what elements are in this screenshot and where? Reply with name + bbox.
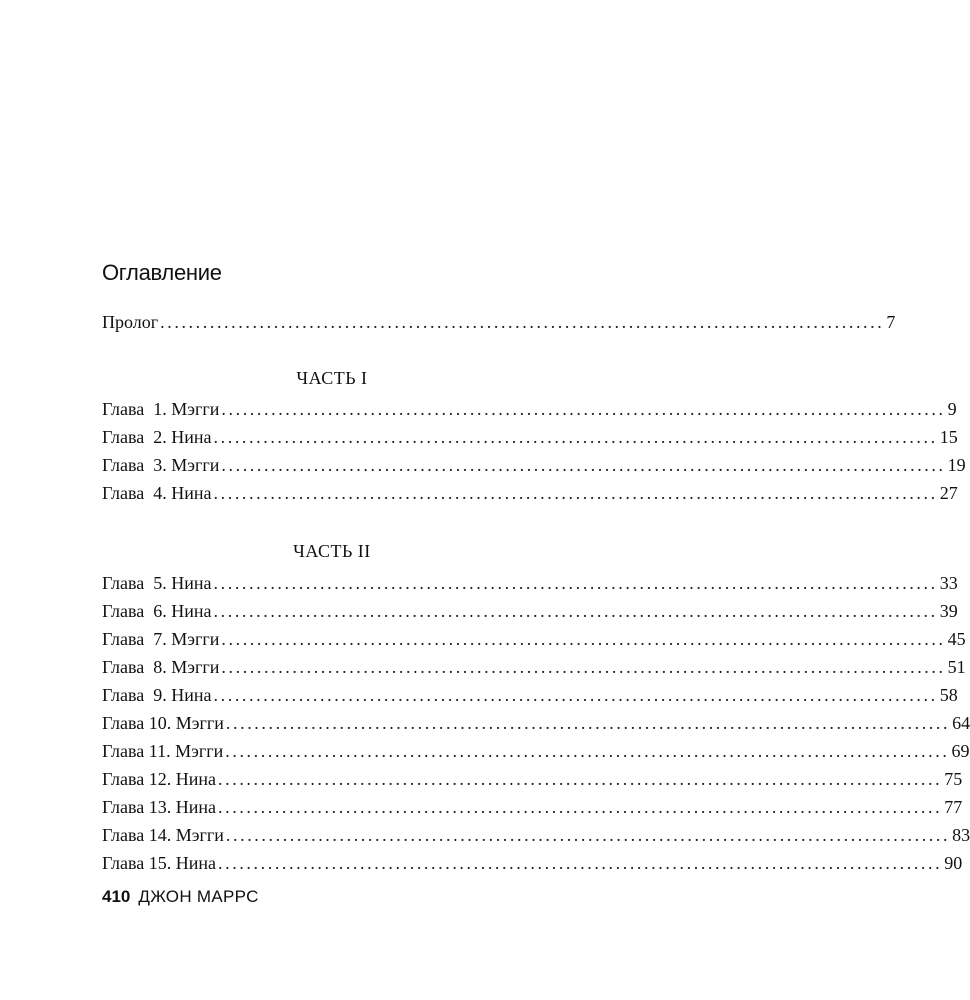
- toc-entry-label: Глава 9. Нина: [102, 685, 212, 705]
- leader-dots: ......................................................................................................: [218, 797, 943, 817]
- toc-entry-page: 27: [939, 483, 958, 503]
- toc-entry-chapter-2[interactable]: [102, 427, 958, 455]
- toc-entry-page: 15: [939, 427, 958, 447]
- toc-entry-page: 19: [947, 455, 966, 475]
- part-title-2: ЧАСТЬ II: [293, 541, 371, 561]
- toc-entry-page: 75: [944, 769, 963, 789]
- toc-entry-chapter-7[interactable]: [102, 629, 966, 657]
- toc-heading: Оглавление: [102, 260, 222, 285]
- leader-dots: ......................................................................................................: [221, 629, 946, 649]
- toc-entry-chapter-15[interactable]: [102, 853, 963, 881]
- toc-entry-page: 9: [947, 399, 957, 419]
- toc-entry-label: Глава 10. Мэгги: [102, 713, 224, 733]
- running-head-author: ДЖОН МАРРС: [138, 887, 259, 906]
- leader-dots: ......................................................................................................: [225, 741, 950, 761]
- toc-entry-chapter-1[interactable]: [102, 399, 957, 427]
- toc-entry-page: 64: [952, 713, 970, 733]
- leader-dots: ......................................................................................................: [221, 657, 946, 677]
- toc-entry-page: 69: [951, 741, 970, 761]
- toc-entry-page: 33: [939, 573, 958, 593]
- toc-entry-prologue[interactable]: [102, 312, 896, 340]
- toc-entry-label: Глава 7. Мэгги: [102, 629, 220, 649]
- toc-entry-label: Глава 6. Нина: [102, 601, 212, 621]
- leader-dots: ......................................................................................................: [218, 769, 943, 789]
- part-title-1: ЧАСТЬ I: [296, 368, 368, 388]
- leader-dots: ......................................................................................................: [221, 399, 946, 419]
- leader-dots: ......................................................................................................: [213, 483, 938, 503]
- toc-entry-label: Пролог: [102, 312, 159, 332]
- toc-entry-label: Глава 2. Нина: [102, 427, 212, 447]
- toc-entry-label: Глава 8. Мэгги: [102, 657, 220, 677]
- leader-dots: ......................................................................................................: [213, 601, 938, 621]
- toc-entry-chapter-8[interactable]: [102, 657, 966, 685]
- leader-dots: ......................................................................................................: [218, 853, 943, 873]
- toc-entry-label: Глава 15. Нина: [102, 853, 217, 873]
- toc-entry-chapter-6[interactable]: [102, 601, 958, 629]
- leader-dots: ......................................................................................................: [225, 825, 951, 845]
- leader-dots: ......................................................................................................: [213, 427, 938, 447]
- toc-entry-chapter-4[interactable]: [102, 483, 958, 511]
- toc-entry-chapter-9[interactable]: [102, 685, 958, 713]
- toc-entry-page: 58: [939, 685, 958, 705]
- toc-entry-page: 77: [944, 797, 963, 817]
- toc-entry-chapter-14[interactable]: [102, 825, 970, 853]
- toc-entry-label: Глава 13. Нина: [102, 797, 217, 817]
- toc-entry-page: 83: [952, 825, 970, 845]
- toc-entry-label: Глава 14. Мэгги: [102, 825, 224, 845]
- toc-entry-label: Глава 4. Нина: [102, 483, 212, 503]
- leader-dots: ......................................................................................................: [225, 713, 951, 733]
- toc-entry-page: 39: [939, 601, 958, 621]
- leader-dots: ......................................................................................................: [213, 685, 938, 705]
- toc-entry-label: Глава 11. Мэгги: [102, 741, 224, 761]
- page-number: 410: [102, 887, 131, 906]
- toc-entry-page: 90: [944, 853, 963, 873]
- toc-entry-chapter-5[interactable]: [102, 573, 958, 601]
- toc-entry-chapter-11[interactable]: [102, 741, 970, 769]
- toc-entry-page: 51: [947, 657, 966, 677]
- leader-dots: ......................................................................................................: [213, 573, 938, 593]
- toc-entry-label: Глава 1. Мэгги: [102, 399, 220, 419]
- toc-entry-chapter-10[interactable]: [102, 713, 970, 741]
- leader-dots: ......................................................................................................: [221, 455, 946, 475]
- toc-entry-label: Глава 3. Мэгги: [102, 455, 220, 475]
- toc-entry-chapter-3[interactable]: [102, 455, 966, 483]
- toc-entry-label: Глава 5. Нина: [102, 573, 212, 593]
- toc-entry-page: 45: [947, 629, 966, 649]
- leader-dots: ......................................................................................................: [160, 312, 885, 332]
- toc-entry-chapter-12[interactable]: [102, 769, 963, 797]
- page-footer: [102, 887, 259, 907]
- toc-entry-label: Глава 12. Нина: [102, 769, 217, 789]
- toc-entry-chapter-13[interactable]: [102, 797, 963, 825]
- toc-entry-page: 7: [886, 312, 896, 332]
